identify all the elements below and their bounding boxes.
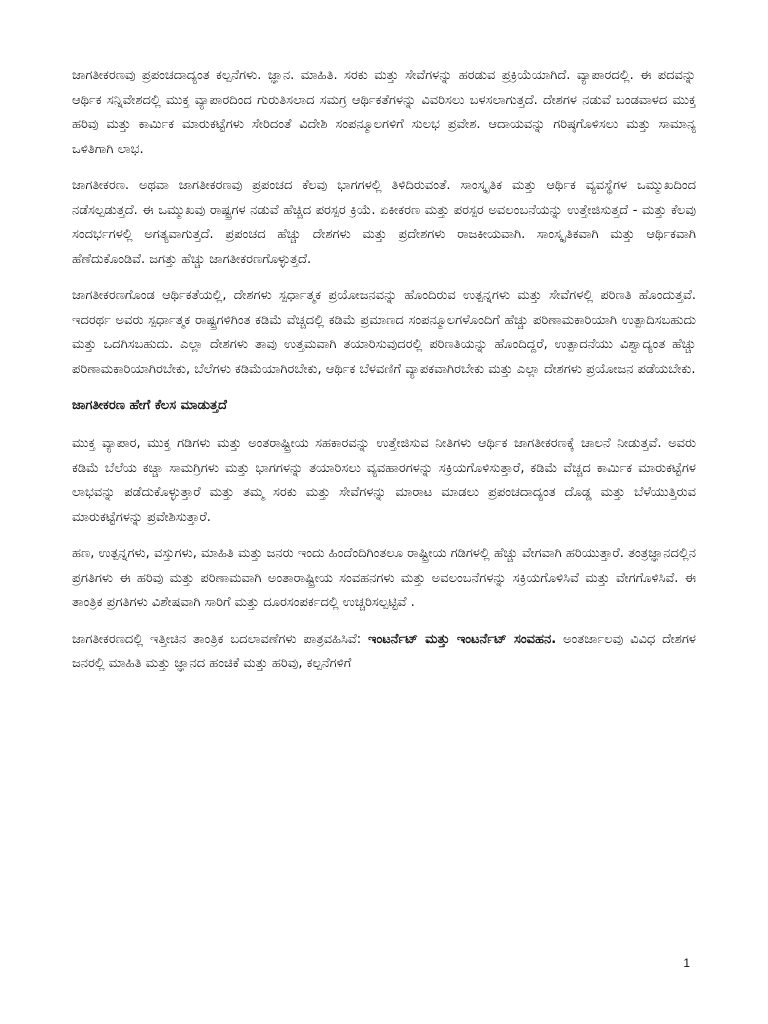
- document-page: [72, 64, 696, 689]
- last-paragraph-rest: ಅಂತರ್ಜಾಲವು ವಿವಿಧ ದೇಶಗಳ ಜನರಲ್ಲಿ ಮಾಹಿತಿ ಮತ್ತು ಜ್ಞಾನದ ಹಂಚಿಕೆ ಮತ್ತು ಹರಿವು, ಕಲ್ಪನೆಗಳಿಗೆ: [72, 631, 696, 671]
- paragraph-globalization-definition: ಜಾಗತೀಕರಣವು ಪ್ರಪಂಚದಾದ್ಯಂತ ಕಲ್ಪನೆಗಳು. ಜ್ಞಾನ. ಮಾಹಿತಿ. ಸರಕು ಮತ್ತು ಸೇವೆಗಳನ್ನು ಹರಡುವ ಪ್ರಕ್ರಿಯೆಯಾಗಿದೆ. ವ್ಯಾಪಾರದಲ್ಲಿ. ಈ ಪದವನ್ನು ಆರ್ಥಿಕ ಸನ್ನಿವೇಶದಲ್ಲಿ ಮುಕ್ತ ವ್ಯಾಪಾರದಿಂದ ಗುರುತಿಸಲಾದ ಸಮಗ್ರ ಆರ್ಥಿಕತೆಗಳನ್ನು ವಿವರಿಸಲು ಬಳಸಲಾಗುತ್ತದೆ. ದೇಶಗಳ ನಡುವೆ ಬಂಡವಾಳದ ಮುಕ್ತ ಹರಿವು ಮತ್ತು ಕಾರ್ಮಿಕ ಮಾರುಕಟ್ಟೆಗಳು ಸೇರಿದಂತೆ ವಿದೇಶಿ ಸಂಪನ್ಮೂಲಗಳಿಗೆ ಸುಲಭ ಪ್ರವೇಶ. ಆದಾಯವನ್ನು ಗರಿಷ್ಠಗೊಳಿಸಲು ಮತ್ತು ಸಾಮಾನ್ಯ ಒಳಿತಿಗಾಗಿ ಲಾಭ.: [72, 68, 696, 157]
- paragraph-internet-technology: [72, 628, 696, 677]
- paragraph-globalization-convergence: ಜಾಗತೀಕರಣ. ಅಥವಾ ಜಾಗತೀಕರಣವು ಪ್ರಪಂಚದ ಕೆಲವು ಭಾಗಗಳಲ್ಲಿ ತಿಳಿದಿರುವಂತೆ. ಸಾಂಸ್ಕೃತಿಕ ಮತ್ತು ಆರ್ಥಿಕ ವ್ಯವಸ್ಥೆಗಳ ಒಮ್ಮುಖದಿಂದ ನಡೆಸಲ್ಪಡುತ್ತದೆ. ಈ ಒಮ್ಮುಖವು ರಾಷ್ಟ್ರಗಳ ನಡುವೆ ಹೆಚ್ಚಿದ ಪರಸ್ಪರ ಕ್ರಿಯೆ. ಏಕೀಕರಣ ಮತ್ತು ಪರಸ್ಪರ ಅವಲಂಬನೆಯನ್ನು ಉತ್ತೇಜಿಸುತ್ತದೆ - ಮತ್ತು ಕೆಲವು ಸಂದರ್ಭಗಳಲ್ಲಿ ಅಗತ್ಯವಾಗುತ್ತದೆ. ಪ್ರಪಂಚದ ಹೆಚ್ಚು ದೇಶಗಳು ಮತ್ತು ಪ್ರದೇಶಗಳು ರಾಜಕೀಯವಾಗಿ. ಸಾಂಸ್ಕೃತಿಕವಾಗಿ ಮತ್ತು ಆರ್ಥಿಕವಾಗಿ ಹೆಣೆದುಕೊಂಡಿವೆ. ಜಗತ್ತು ಹೆಚ್ಚು ಜಾಗತೀಕರಣಗೊಳ್ಳುತ್ತದೆ.: [72, 178, 696, 267]
- paragraph-flows-across-borders: ಹಣ, ಉತ್ಪನ್ನಗಳು, ವಸ್ತುಗಳು, ಮಾಹಿತಿ ಮತ್ತು ಜನರು ಇಂದು ಹಿಂದೆಂದಿಗಿಂತಲೂ ರಾಷ್ಟ್ರೀಯ ಗಡಿಗಳಲ್ಲಿ ಹೆಚ್ಚು ವೇಗವಾಗಿ ಹರಿಯುತ್ತಾರೆ. ತಂತ್ರಜ್ಞಾನದಲ್ಲಿನ ಪ್ರಗತಿಗಳು ಈ ಹರಿವು ಮತ್ತು ಪರಿಣಾಮವಾಗಿ ಅಂತಾರಾಷ್ಟ್ರೀಯ ಸಂವಹನಗಳು ಮತ್ತು ಅವಲಂಬನೆಗಳನ್ನು ಸಕ್ರಿಯಗೊಳಿಸಿವೆ ಮತ್ತು ವೇಗಗೊಳಿಸಿವೆ. ಈ ತಾಂತ್ರಿಕ ಪ್ರಗತಿಗಳು ವಿಶೇಷವಾಗಿ ಸಾರಿಗೆ ಮತ್ತು ದೂರಸಂಪರ್ಕದಲ್ಲಿ ಉಚ್ಚರಿಸಲ್ಪಟ್ಟಿವೆ .: [72, 546, 696, 610]
- section-heading-how-globalization-works: ಜಾಗತೀಕರಣ ಹೇಗೆ ಕೆಲಸ ಮಾಡುತ್ತದೆ: [72, 398, 227, 413]
- last-paragraph-lead: ಜಾಗತೀಕರಣದಲ್ಲಿ ಇತ್ತೀಚಿನ ತಾಂತ್ರಿಕ ಬದಲಾವಣೆಗಳು ಪಾತ್ರವಹಿಸಿವೆ:: [72, 631, 368, 647]
- paragraph-free-trade-policies: ಮುಕ್ತ ವ್ಯಾಪಾರ, ಮುಕ್ತ ಗಡಿಗಳು ಮತ್ತು ಅಂತರಾಷ್ಟ್ರೀಯ ಸಹಕಾರವನ್ನು ಉತ್ತೇಜಿಸುವ ನೀತಿಗಳು ಆರ್ಥಿಕ ಜಾಗತೀಕರಣಕ್ಕೆ ಚಾಲನೆ ನೀಡುತ್ತವೆ. ಅವರು ಕಡಿಮೆ ಬೆಲೆಯ ಕಚ್ಚಾ ಸಾಮಗ್ರಿಗಳು ಮತ್ತು ಭಾಗಗಳನ್ನು ತಯಾರಿಸಲು ವ್ಯವಹಾರಗಳನ್ನು ಸಕ್ರಿಯಗೊಳಿಸುತ್ತಾರೆ, ಕಡಿಮೆ ವೆಚ್ಚದ ಕಾರ್ಮಿಕ ಮಾರುಕಟ್ಟೆಗಳ ಲಾಭವನ್ನು ಪಡೆದುಕೊಳ್ಳುತ್ತಾರೆ ಮತ್ತು ತಮ್ಮ ಸರಕು ಮತ್ತು ಸೇವೆಗಳನ್ನು ಮಾರಾಟ ಮಾಡಲು ಪ್ರಪಂಚದಾದ್ಯಂತ ದೊಡ್ಡ ಮತ್ತು ಬೆಳೆಯುತ್ತಿರುವ ಮಾರುಕಟ್ಟೆಗಳನ್ನು ಪ್ರವೇಶಿಸುತ್ತಾರೆ.: [72, 436, 696, 525]
- last-paragraph-bold: ಇಂಟರ್ನೆಟ್ ಮತ್ತು ಇಂಟರ್ನೆಟ್ ಸಂವಹನ.: [368, 631, 557, 647]
- paragraph-globalized-economy: ಜಾಗತೀಕರಣಗೊಂಡ ಆರ್ಥಿಕತೆಯಲ್ಲಿ, ದೇಶಗಳು ಸ್ಪರ್ಧಾತ್ಮಕ ಪ್ರಯೋಜನವನ್ನು ಹೊಂದಿರುವ ಉತ್ಪನ್ನಗಳು ಮತ್ತು ಸೇವೆಗಳಲ್ಲಿ ಪರಿಣತಿ ಹೊಂದುತ್ತವೆ. ಇದರರ್ಥ ಅವರು ಸ್ಪರ್ಧಾತ್ಮಕ ರಾಷ್ಟ್ರಗಳಿಗಿಂತ ಕಡಿಮೆ ವೆಚ್ಚದಲ್ಲಿ ಕಡಿಮೆ ಪ್ರಮಾಣದ ಸಂಪನ್ಮೂಲಗಳೊಂದಿಗೆ ಹೆಚ್ಚು ಪರಿಣಾಮಕಾರಿಯಾಗಿ ಉತ್ಪಾದಿಸಬಹುದು ಮತ್ತು ಒದಗಿಸಬಹುದು. ಎಲ್ಲಾ ದೇಶಗಳು ತಾವು ಉತ್ತಮವಾಗಿ ತಯಾರಿಸುವುದರಲ್ಲಿ ಪರಿಣತಿಯನ್ನು ಹೊಂದಿದ್ದರೆ, ಉತ್ಪಾದನೆಯು ವಿಶ್ವಾದ್ಯಂತ ಹೆಚ್ಚು ಪರಿಣಾಮಕಾರಿಯಾಗಿರಬೇಕು, ಬೆಲೆಗಳು ಕಡಿಮೆಯಾಗಿರಬೇಕು, ಆರ್ಥಿಕ ಬೆಳವಣಿಗೆ ವ್ಯಾಪಕವಾಗಿರಬೇಕು ಮತ್ತು ಎಲ್ಲಾ ದೇಶಗಳು ಪ್ರಯೋಜನ ಪಡೆಯಬೇಕು.: [72, 288, 696, 377]
- page-number: 1: [683, 956, 690, 970]
